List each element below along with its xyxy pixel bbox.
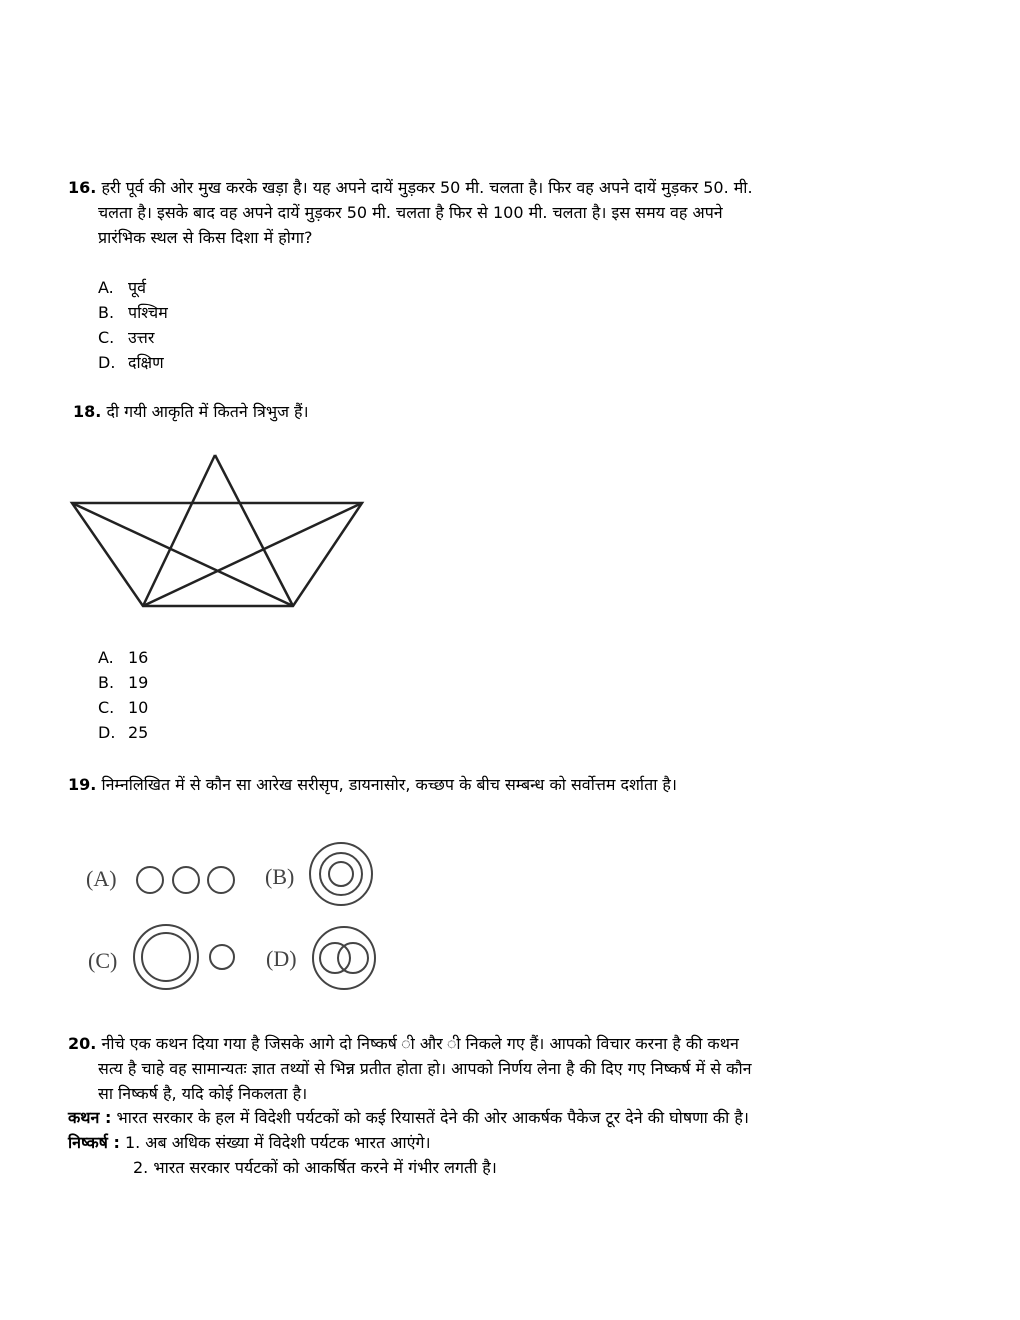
question-text: प्रारंभिक स्थल से किस दिशा में होगा? [98,228,313,247]
question-19 [68,773,677,795]
conclusion-2: 2. भारत सरकार पर्यटकों को आकर्षित करने में गंभीर लगती है। [133,1158,497,1177]
option-letter: C. [98,698,115,717]
option-a[interactable] [98,648,148,667]
option-text: 10 [128,698,149,717]
diagram-label-d: (D) [266,946,297,971]
option-d[interactable] [98,723,148,742]
diagram-label-a: (A) [86,866,117,891]
option-text: पूर्व [128,278,146,297]
question-text: सा निष्कर्ष है, यदि कोई निकलता है। [98,1084,308,1103]
question-18 [73,400,309,422]
option-text: दक्षिण [128,353,164,372]
option-text: उत्तर [128,328,155,347]
statement-text: भारत सरकार के हल में विदेशी पर्यटकों को कई रियासतें देने की ओर आकर्षक पैकेज टूर देने की घोषणा की है। [116,1108,749,1127]
option-letter: A. [98,648,114,667]
question-text: हरी पूर्व की ओर मुख करके खड़ा है। यह अपने दायें मुड़कर 50 मी. चलता है। फिर वह अपने दायें मुड़कर 50. मी. [101,178,753,197]
statement-label: कथन : [68,1108,112,1127]
conclusion-1 [68,1131,431,1153]
option-text: 25 [128,723,149,742]
question-20 [68,1031,751,1106]
option-c[interactable] [98,698,148,717]
diagram-label-b: (B) [265,864,295,889]
conclusion-text: 1. अब अधिक संख्या में विदेशी पर्यटक भारत आएंगे। [124,1133,431,1152]
option-b[interactable] [98,301,168,323]
question-number: 19. [68,775,97,794]
question-number: 18. [73,402,102,421]
question-text: सत्य है चाहे वह सामान्यतः ज्ञात तथ्यों से भिन्न प्रतीत होता हो। आपको निर्णय लेना है की दिए गए निष्कर्ष में से कौन [98,1059,752,1078]
option-letter: D. [98,723,116,742]
option-text: 16 [128,648,149,667]
statement [68,1106,749,1128]
option-letter: A. [98,278,114,297]
question-text: चलता है। इसके बाद वह अपने दायें मुड़कर 50 मी. चलता है फिर से 100 मी. चलता है। इस समय वह अपने [98,203,723,222]
question-text: निम्नलिखित में से कौन सा आरेख सरीसृप, डायनासोर, कच्छप के बीच सम्बन्ध को सर्वोत्तम दर्शाता है। [101,775,677,794]
question-text: नीचे एक कथन दिया गया है जिसके आगे दो निष्कर्ष ी और ी निकले गए हैं। आपको विचार करना है की कथन [101,1034,739,1053]
question-number: 16. [68,178,97,197]
option-text: 19 [128,673,149,692]
option-c[interactable] [98,326,154,348]
option-letter: B. [98,303,115,322]
question-16 [68,175,753,250]
option-a[interactable] [98,276,146,298]
option-letter: C. [98,328,115,347]
option-text: पश्चिम [128,303,168,322]
diagram-label-c: (C) [88,948,118,973]
question-number: 20. [68,1034,97,1053]
option-d[interactable] [98,351,164,373]
question-text: दी गयी आकृति में कितने त्रिभुज हैं। [106,402,309,421]
option-b[interactable] [98,673,148,692]
option-letter: B. [98,673,115,692]
option-letter: D. [98,353,116,372]
conclusion-label: निष्कर्ष : [68,1133,120,1152]
